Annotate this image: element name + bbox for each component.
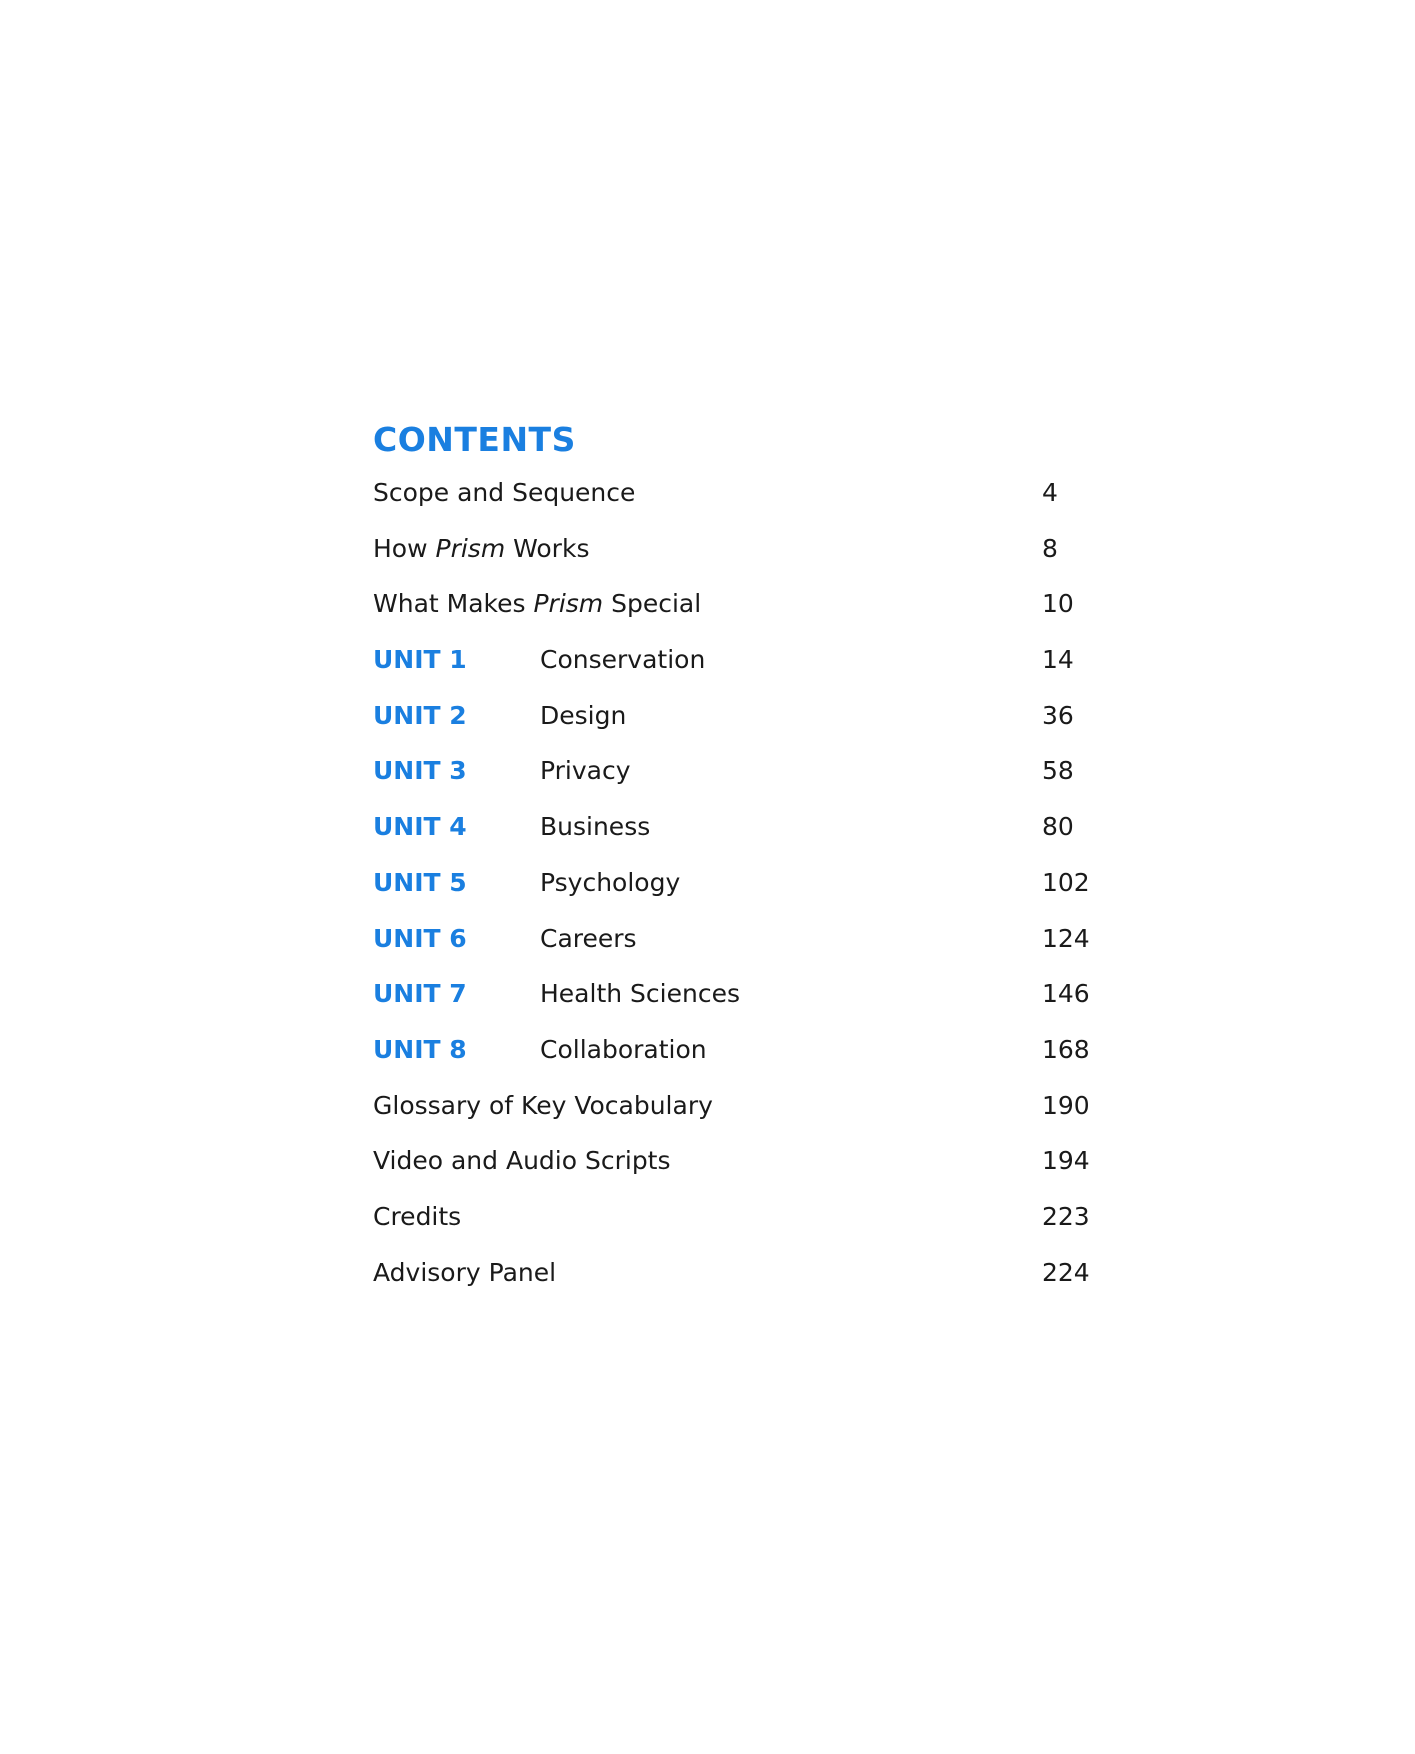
unit-title: Psychology [540, 867, 681, 897]
toc-entry-title [373, 587, 701, 621]
title-part: Special [603, 589, 702, 619]
toc-page-number: 102 [1042, 867, 1090, 897]
toc-page-number: 58 [1042, 756, 1074, 786]
toc-list [373, 476, 1093, 1311]
toc-page-number: 8 [1042, 533, 1058, 563]
unit-title: Health Sciences [540, 979, 740, 1009]
toc-entry-unit-4[interactable] [373, 810, 1093, 866]
unit-title: Collaboration [540, 1034, 707, 1064]
toc-entry-title: Credits [373, 1201, 462, 1231]
toc-page-number: 194 [1042, 1146, 1090, 1176]
title-part: What Makes [373, 589, 534, 619]
title-italic-part: Prism [533, 589, 604, 619]
unit-label: UNIT 3 [373, 756, 467, 786]
toc-entry-credits[interactable] [373, 1200, 1093, 1256]
toc-entry-unit-3[interactable] [373, 754, 1093, 810]
unit-label: UNIT 8 [373, 1034, 467, 1064]
unit-title: Conservation [540, 645, 706, 675]
unit-label: UNIT 1 [373, 645, 467, 675]
table-of-contents [373, 412, 1093, 1311]
toc-page-number: 14 [1042, 645, 1074, 675]
toc-entry-unit-2[interactable] [373, 699, 1093, 755]
toc-page-number: 146 [1042, 979, 1090, 1009]
unit-label: UNIT 4 [373, 812, 467, 842]
toc-entry-unit-7[interactable] [373, 977, 1093, 1033]
toc-page-number: 223 [1042, 1201, 1090, 1231]
toc-entry-glossary[interactable] [373, 1089, 1093, 1145]
title-italic-part: Prism [435, 533, 506, 563]
page-title: CONTENTS [373, 420, 576, 459]
toc-entry-how-prism-works[interactable] [373, 532, 1093, 588]
toc-entry-title [373, 532, 589, 566]
toc-entry-unit-8[interactable] [373, 1033, 1093, 1089]
toc-entry-title: Video and Audio Scripts [373, 1146, 671, 1176]
unit-title: Privacy [540, 756, 631, 786]
toc-page-number: 124 [1042, 923, 1090, 953]
title-part: How [373, 533, 436, 563]
toc-page-number: 190 [1042, 1090, 1090, 1120]
toc-entry-advisory-panel[interactable] [373, 1256, 1093, 1312]
unit-title: Careers [540, 923, 637, 953]
unit-title: Business [540, 812, 651, 842]
toc-page-number: 80 [1042, 812, 1074, 842]
toc-entry-video-audio-scripts[interactable] [373, 1144, 1093, 1200]
toc-page-number: 168 [1042, 1034, 1090, 1064]
toc-page-number: 36 [1042, 700, 1074, 730]
unit-title: Design [540, 700, 627, 730]
toc-page-number: 4 [1042, 478, 1058, 507]
toc-entry-unit-5[interactable] [373, 866, 1093, 922]
toc-entry-title: Advisory Panel [373, 1257, 557, 1287]
toc-page-number: 10 [1042, 589, 1074, 619]
unit-label: UNIT 2 [373, 700, 467, 730]
toc-entry-scope-and-sequence[interactable] [373, 476, 1093, 532]
unit-label: UNIT 7 [373, 979, 467, 1009]
toc-entry-unit-6[interactable] [373, 922, 1093, 978]
unit-label: UNIT 6 [373, 923, 467, 953]
toc-page-number: 224 [1042, 1257, 1090, 1287]
unit-label: UNIT 5 [373, 867, 467, 897]
toc-entry-title: Scope and Sequence [373, 478, 636, 507]
toc-entry-unit-1[interactable] [373, 643, 1093, 699]
toc-entry-title: Glossary of Key Vocabulary [373, 1090, 713, 1120]
title-part: Works [505, 533, 590, 563]
toc-entry-what-makes-prism-special[interactable] [373, 587, 1093, 643]
